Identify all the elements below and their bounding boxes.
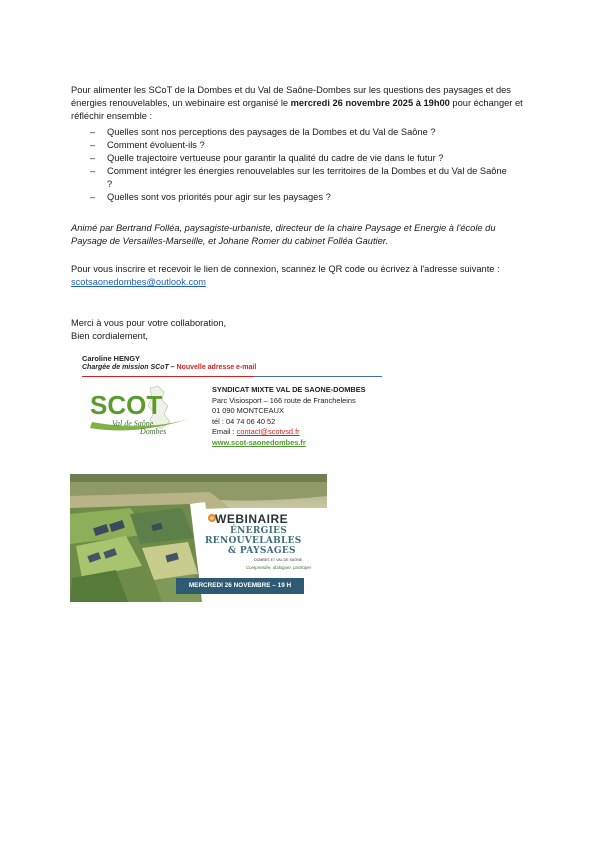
question-text: Comment évoluent-ils ? xyxy=(107,140,205,150)
logo-subtitle-1: Val de Saône xyxy=(112,419,154,428)
question-text: Quelles sont nos perceptions des paysages de la Dombes et du Val de Saône ? xyxy=(107,127,436,137)
animator-paragraph: Animé par Bertrand Folléa, paysagiste-urbaniste, directeur de la chaire Paysage et Energie à l'école du Paysage de Versailles-Marseille, et Johane Romer du cabinet Folléa Gautier. xyxy=(71,223,496,246)
organisation-block xyxy=(212,385,366,448)
banner-title: WEBINAIRE xyxy=(215,512,289,526)
email-line xyxy=(212,427,366,438)
list-item xyxy=(90,139,510,152)
signature-role-note: Nouvelle adresse e-mail xyxy=(176,364,257,371)
banner-line-4: DOMBES ET VAL DE SAÔNE xyxy=(254,558,303,562)
webinar-banner xyxy=(70,474,327,602)
banner-line-3: & PAYSAGES xyxy=(228,546,296,556)
list-item xyxy=(90,152,510,165)
closing-block xyxy=(71,317,371,343)
signature-role xyxy=(82,364,256,371)
dash-bullet: – xyxy=(90,153,96,163)
logo-subtitle-2: Dombes xyxy=(140,427,167,436)
intro-text-end: pour échanger et réfléchir ensemble : xyxy=(71,98,523,121)
banner-line-1: ÉNERGIES xyxy=(230,526,288,536)
intro-paragraph xyxy=(71,84,526,123)
banner-date-badge: MERCREDI 26 NOVEMBRE – 19 H xyxy=(176,578,304,594)
email-signature xyxy=(70,352,386,458)
address-line-1: Parc Visiosport – 166 route de Francheleins xyxy=(212,395,356,405)
signature-divider-blue xyxy=(254,376,382,377)
questions-list xyxy=(90,126,510,204)
phone-line: tél : 04 74 06 40 52 xyxy=(212,416,276,426)
dash-bullet: – xyxy=(90,192,96,202)
question-text: Comment intégrer les énergies renouvelables sur les territoires de la Dombes et du Val de Saône ? xyxy=(107,166,507,189)
banner-line-5: Comprendre, dialoguer, participer xyxy=(246,565,312,570)
signature-name: Caroline HENGY xyxy=(82,354,140,363)
question-text: Quelles sont vos priorités pour agir sur les paysages ? xyxy=(107,192,331,202)
list-item xyxy=(90,191,510,204)
website-link[interactable]: www.scot-saonedombes.fr xyxy=(212,437,306,447)
banner-line-2: RENOUVELABLES xyxy=(205,536,302,546)
signature-role-text: Chargée de mission SCoT – xyxy=(82,364,177,371)
address-line-2: 01 090 MONTCEAUX xyxy=(212,406,284,415)
signature-divider-red xyxy=(82,376,254,377)
list-item xyxy=(90,165,510,191)
scot-logo xyxy=(84,382,202,438)
dash-bullet: – xyxy=(90,166,96,176)
dash-bullet: – xyxy=(90,140,96,150)
intro-text: Pour alimenter les SCoT de la Dombes et du Val de Saône-Dombes sur les questions des paysages et des énergies renouvelables, un webinaire est organisé le xyxy=(71,85,511,108)
organisation-email-link[interactable]: contact@scotvsd.fr xyxy=(236,427,300,436)
dash-bullet: – xyxy=(90,127,96,137)
register-paragraph xyxy=(71,263,526,289)
webinar-date: mercredi 26 novembre 2025 à 19h00 xyxy=(290,98,450,108)
email-label: Email : xyxy=(212,427,237,436)
question-text: Quelle trajectoire vertueuse pour garantir la qualité du cadre de vie dans le futur ? xyxy=(107,153,444,163)
organisation-name: SYNDICAT MIXTE VAL DE SAONE-DOMBES xyxy=(212,385,366,394)
register-email-link[interactable]: scotsaonedombes@outlook.com xyxy=(71,277,207,287)
list-item xyxy=(90,126,510,139)
regards-line: Bien cordialement, xyxy=(71,331,148,341)
logo-text: SCOT xyxy=(90,390,163,420)
register-text: Pour vous inscrire et recevoir le lien de connexion, scannez le QR code ou écrivez à l'adresse suivante : xyxy=(71,264,500,274)
thanks-line: Merci à vous pour votre collaboration, xyxy=(71,318,227,328)
